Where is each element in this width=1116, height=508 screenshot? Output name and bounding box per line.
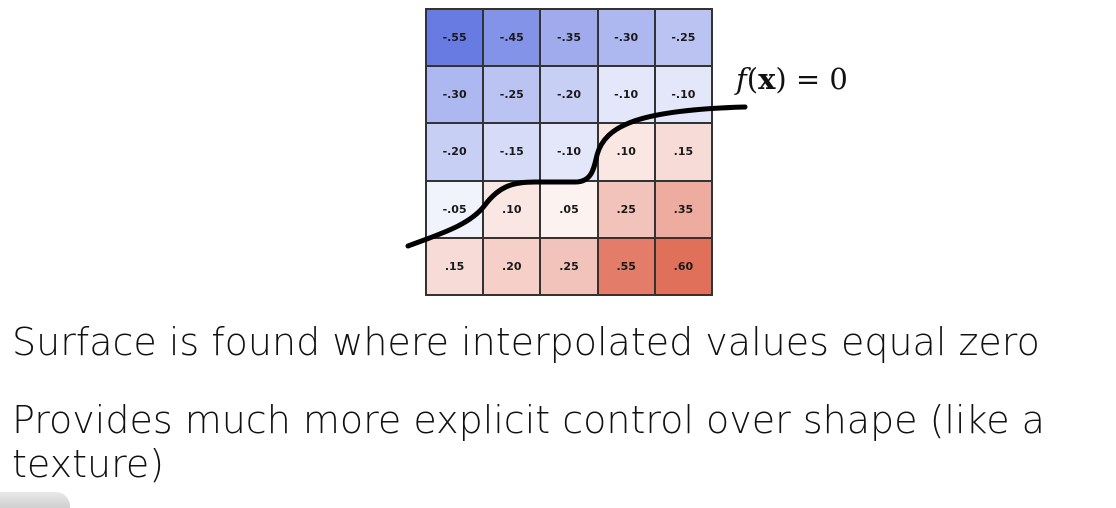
formula-close-paren: ) (775, 62, 787, 96)
grid-cell-r3-c4: .10 (598, 123, 655, 180)
grid-cell-r1-c5: -.25 (655, 9, 712, 66)
bullet-surface-zero: Surface is found where interpolated values equal zero (12, 320, 1040, 364)
grid-cell-r1-c2: -.45 (483, 9, 540, 66)
grid-cell-r3-c5: .15 (655, 123, 712, 180)
grid-cell-r5-c2: .20 (483, 238, 540, 295)
grid-cell-r1-c1: -.55 (426, 9, 483, 66)
grid-cell-r2-c5: -.10 (655, 66, 712, 123)
grid-cell-r5-c3: .25 (540, 238, 597, 295)
grid-cell-r2-c4: -.10 (598, 66, 655, 123)
grid-cell-r1-c3: -.35 (540, 9, 597, 66)
grid-cell-r3-c2: -.15 (483, 123, 540, 180)
grid-cell-r2-c1: -.30 (426, 66, 483, 123)
corner-overlay-decoration (0, 492, 70, 508)
sdf-value-grid (425, 8, 713, 296)
zero-level-set-formula (736, 62, 848, 96)
grid-cell-r4-c1: -.05 (426, 181, 483, 238)
grid-cell-r4-c4: .25 (598, 181, 655, 238)
bullet-explicit-control: Provides much more explicit control over shape (like a texture) (12, 398, 1045, 486)
formula-open-paren: ( (746, 62, 759, 96)
grid-cell-r4-c5: .35 (655, 181, 712, 238)
grid-cell-r5-c1: .15 (426, 238, 483, 295)
formula-variable: x (758, 62, 776, 96)
grid-cell-r3-c1: -.20 (426, 123, 483, 180)
grid-cell-r2-c2: -.25 (483, 66, 540, 123)
grid-cell-r3-c3: -.10 (540, 123, 597, 180)
formula-function-name: f (736, 62, 747, 96)
formula-equals-zero: = 0 (786, 62, 848, 96)
grid-cell-r5-c4: .55 (598, 238, 655, 295)
grid-cell-r2-c3: -.20 (540, 66, 597, 123)
grid-cell-r4-c3: .05 (540, 181, 597, 238)
grid-cell-r1-c4: -.30 (598, 9, 655, 66)
grid-cell-r5-c5: .60 (655, 238, 712, 295)
grid-cell-r4-c2: .10 (483, 181, 540, 238)
